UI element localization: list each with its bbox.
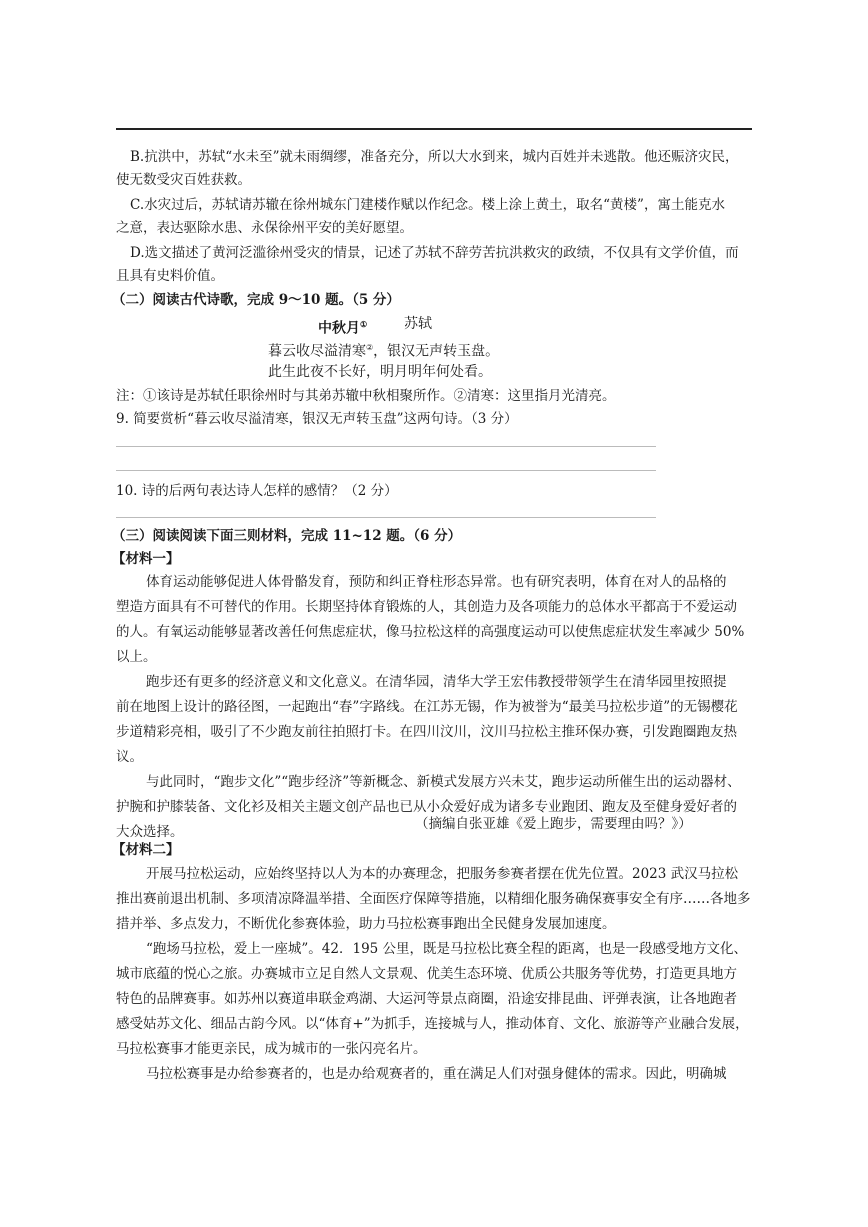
poem-line-footnote: ②: [366, 343, 374, 352]
option-d-line2: 且具有史料价值。: [116, 268, 224, 284]
option-d-line1: D.选文描述了黄河泛滥徐州受灾的情景，记述了苏轼不辞劳苦抗洪救灾的政绩，不仅具有文学价值，而: [130, 245, 739, 261]
m2-p3-line1: 马拉松赛事是办给参赛者的，也是办给观赛者的，重在满足人们对强身健体的需求。因此，明确城: [146, 1066, 727, 1082]
option-b-line1: B.抗洪中，苏轼“水未至”就未雨绸缪，准备充分，所以大水到来，城内百姓并未逃散。他还赈济灾民，: [130, 149, 739, 165]
poem-notes: 注：①该诗是苏轼任职徐州时与其弟苏辙中秋相聚所作。②清寒：这里指月光清亮。: [116, 388, 616, 404]
poem-author: 苏轼: [404, 316, 432, 332]
m2-p1-line3: 措并举、多点发力，不断优化参赛体验，助力马拉松赛事跑出全民健身发展加速度。: [116, 916, 616, 932]
m2-p2-line4: 感受姑苏文化、细品古韵今风。以“体育+”为抓手，连接城与人，推动体育、文化、旅游等产业融合发展，: [116, 1016, 749, 1032]
m2-p2-line3: 特色的品牌赛事。如苏州以赛道串联金鸡湖、大运河等景点商圈，沿途安排昆曲、评弹表演，让各地跑者: [116, 991, 737, 1007]
m1-p2-line4: 议。: [116, 749, 143, 765]
poem-title-footnote: ①: [360, 319, 368, 329]
m2-p2-line5: 马拉松赛事才能更亲民，成为城市的一张闪亮名片。: [116, 1041, 427, 1057]
m1-p3-line1: 与此同时，“跑步文化”“跑步经济”等新概念、新模式发展方兴未艾，跑步运动所催生出的运动器材、: [146, 774, 741, 790]
poem-title: 中秋月①: [318, 319, 368, 337]
answer-line-q10[interactable]: [116, 517, 656, 518]
option-c-line2: 之意，表达驱除水患、永保徐州平安的美好愿望。: [116, 220, 413, 236]
m1-p1-line2: 塑造方面具有不可替代的作用。长期坚持体育锻炼的人，其创造力及各项能力的总体水平都高于不爱运动: [116, 599, 737, 615]
m2-p1-line2: 推出赛前退出机制、多项清凉降温举措、全面医疗保障等措施，以精细化服务确保赛事安全有序……各地多: [116, 891, 751, 907]
m2-p1-line1: 开展马拉松运动，应始终坚持以人为本的办赛理念，把服务参赛者摆在优先位置。2023 武汉马拉松: [146, 866, 739, 882]
m1-p3-line3: 大众选择。: [116, 824, 184, 840]
material-1-label: 【材料一】: [112, 551, 180, 567]
m1-p1-line1: 体育运动能够促进人体骨骼发育，预防和纠正脊柱形态异常。也有研究表明，体育在对人的品格的: [146, 574, 727, 590]
m1-p3-line2: 护腕和护膝装备、文化衫及相关主题文创产品也已从小众爱好成为诸多专业跑团、跑友及至健身爱好者的: [116, 799, 737, 815]
material-1-source: （摘编自张亚雄《爱上跑步，需要理由吗？》）: [415, 816, 692, 832]
answer-line-q9-1[interactable]: [116, 446, 656, 447]
header-rule: [116, 128, 752, 130]
m2-p2-line1: “跑场马拉松，爱上一座城”。42．195 公里，既是马拉松比赛全程的距离，也是一段感受地方文化、: [146, 941, 748, 957]
material-2-label: 【材料二】: [112, 842, 180, 858]
question-9: 9. 简要赏析“暮云收尽溢清寒，银汉无声转玉盘”这两句诗。（3 分）: [116, 411, 518, 427]
m1-p1-line3: 的人。有氧运动能够显著改善任何焦虑症状，像马拉松这样的高强度运动可以使焦虑症状发生率减少 50%: [116, 624, 745, 640]
m1-p2-line3: 步道精彩亮相，吸引了不少跑友前往拍照打卡。在四川汶川，汶川马拉松主推环保办赛，引发跑圈跑友热: [116, 724, 737, 740]
option-b-line2: 使无数受灾百姓获救。: [116, 172, 251, 188]
m1-p2-line1: 跑步还有更多的经济意义和文化意义。在清华园，清华大学王宏伟教授带领学生在清华园里按照提: [146, 674, 727, 690]
question-10: 10. 诗的后两句表达诗人怎样的感情？（2 分）: [116, 483, 398, 499]
option-c-line1: C.水灾过后，苏轼请苏辙在徐州城东门建楼作赋以作纪念。楼上涂上黄土，取名“黄楼”，寓土能克水: [130, 197, 725, 213]
m1-p2-line2: 前在地图上设计的路径图，一起跑出“春”字路线。在江苏无锡，作为被誉为“最美马拉松步道”的无锡樱花: [116, 699, 738, 715]
m1-p1-line4: 以上。: [116, 649, 157, 665]
section3-heading: （三）阅读阅读下面三则材料，完成 11~12 题。（6 分）: [112, 528, 462, 544]
answer-line-q9-2[interactable]: [116, 470, 656, 471]
m2-p2-line2: 城市底蕴的悦心之旅。办赛城市立足自然人文景观、优美生态环境、优质公共服务等优势，打造更具地方: [116, 966, 737, 982]
section2-heading: （二）阅读古代诗歌，完成 9～10 题。（5 分）: [112, 292, 400, 308]
poem-line-1: 暮云收尽溢清寒②，银汉无声转玉盘。: [268, 343, 500, 360]
poem-line-2: 此生此夜不长好，明月明年何处看。: [268, 364, 492, 380]
